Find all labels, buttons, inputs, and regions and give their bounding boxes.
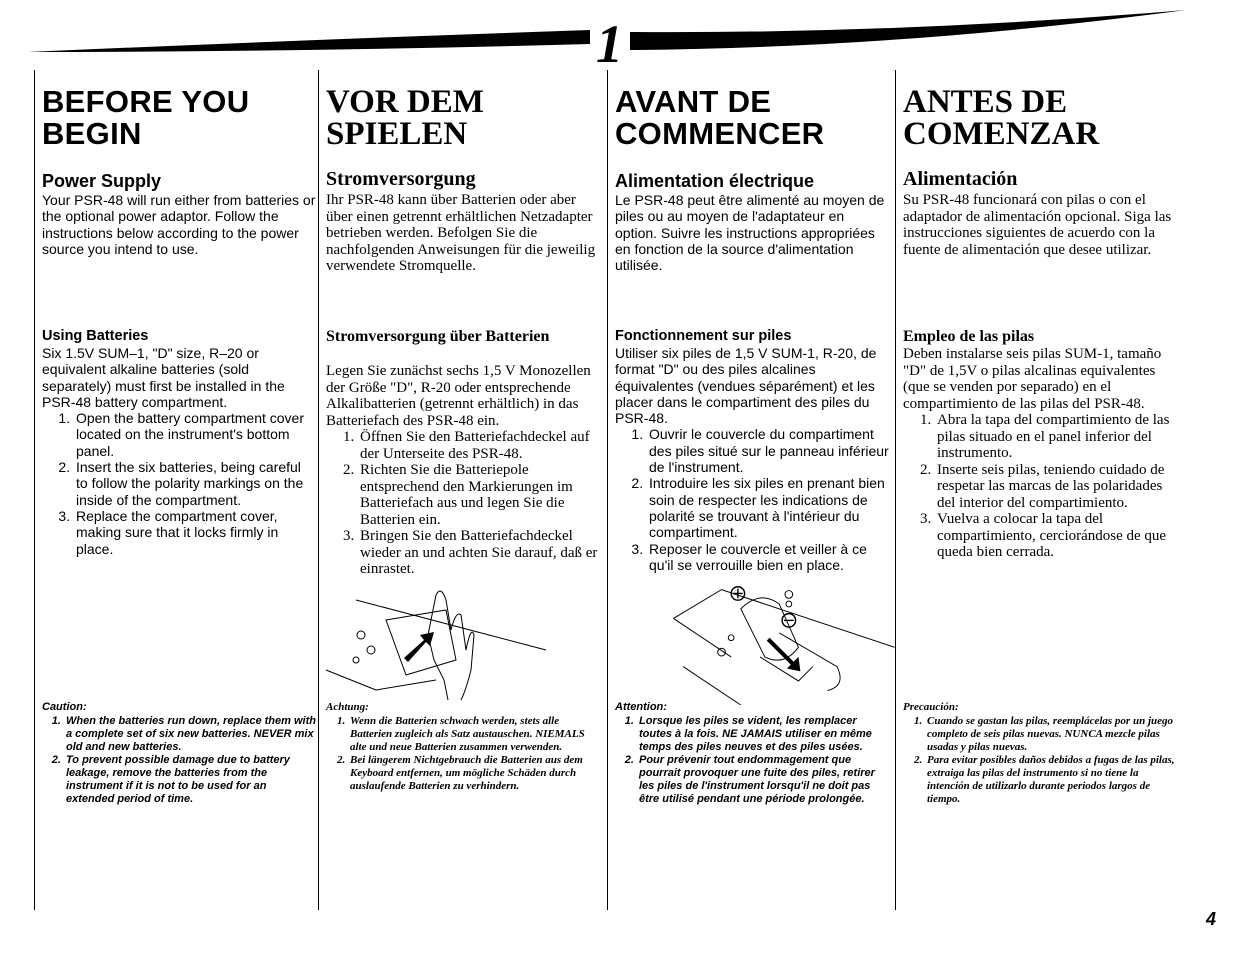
subsection-text: Legen Sie zunächst sechs 1,5 V Monozellen der Größe "D", R-20 oder entsprechende Alkalibatterien (getrennt erhältlich) in das Batteriefach des PSR-48 ein. [326,363,591,429]
caution-item: 1. When the batteries run down, replace them with a complete set of six new batteries. NEVER mix old and new batteries. [64,715,316,754]
column-title: BEFORE YOU BEGIN [42,84,250,151]
caution-item: 1. Wenn die Batterien schwach werden, stets alle Batterien zugleich als Satz austauschen. NIEMALS alte und neue Batterien zusammen verwenden. [348,715,601,754]
steps-list [326,429,601,578]
caution-item: 1. Lorsque les piles se vident, les remplacer toutes à la fois. NE JAMAIS utiliser en même temps des piles neuves et des piles usées. [637,715,890,754]
section-text: Your PSR-48 will run either from batteries or the optional power adaptor. Follow the instructions below according to the power source you intend to use. [42,192,316,257]
chapter-number: 1 [596,14,623,74]
subsection-text: Utiliser six piles de 1,5 V SUM-1, R-20, de format "D" ou des piles alcalines équivalentes (vendues séparément) et les placer dans le compartiment des piles du PSR-48. [615,345,877,427]
column-spanish [895,70,1185,910]
caution-box [615,701,890,806]
subsection-body [42,345,316,557]
subsection-body [903,346,1179,561]
caution-item: 2. Bei längerem Nichtgebrauch die Batterien aus dem Keyboard entfernen, um mögliche Schäden durch auslaufende Batterien zu verhindern. [348,754,601,793]
section-title: Alimentación [903,168,1018,190]
caution-title: Attention: [615,701,667,713]
subsection-body [615,345,890,573]
step-item: 3. Vuelva a colocar la tapa del compartimiento, cerciorándose de que queda bien cerrada. [935,511,1179,561]
caution-title: Precaución: [903,701,959,713]
step-item: 1. Öffnen Sie den Batteriefachdeckel auf der Unterseite des PSR-48. [358,429,601,462]
column-german [318,70,607,910]
step-item: 1. Open the battery compartment cover located on the instrument's bottom panel. [74,410,316,459]
section-text: Su PSR-48 funcionará con pilas o con el adaptador de alimentación opcional. Siga las instrucciones siguientes de acuerdo con la fuente de alimentación que desee utilizar. [903,192,1172,258]
caution-item: 2. To prevent possible damage due to battery leakage, remove the batteries from the instrument if it is not to be used for an extended period of time. [64,754,316,806]
step-item: 1. Ouvrir le couvercle du compartiment des piles situé sur le panneau inférieur de l'instrument. [647,426,890,475]
caution-title: Caution: [42,701,87,713]
steps-list [615,426,890,573]
column-title: VOR DEM SPIELEN [326,84,484,152]
steps-list [42,410,316,557]
caution-list [42,715,316,806]
chapter-banner [0,0,1244,80]
plus-icon [731,587,744,600]
steps-list [903,412,1179,561]
step-item: 1. Abra la tapa del compartimiento de las pilas situado en el panel inferior del instrumento. [935,412,1179,462]
subsection-title: Stromversorgung über Batterien [326,328,550,345]
caution-list [903,715,1179,806]
caution-box [42,701,316,806]
column-title: ANTES DE COMENZAR [903,84,1100,152]
column-title: AVANT DE COMMENCER [615,84,825,151]
section-text: Ihr PSR-48 kann über Batterien oder aber über einen getrennt erhältlichen Netzadapter betrieben werden. Befolgen Sie die nachfolgenden Anweisungen für die jeweilig verwendete Stromquelle. [326,192,596,274]
caution-title: Achtung: [326,701,369,713]
column-french [607,70,896,910]
step-item: 3. Reposer le couvercle et veiller à ce qu'il se verrouille bien en place. [647,541,890,574]
step-item: 2. Inserte seis pilas, teniendo cuidado de respetar las marcas de las polaridades del interior del compartimiento. [935,462,1179,512]
subsection-text: Deben instalarse seis pilas SUM-1, tamaño "D" de 1,5V o pilas alcalinas equivalentes (que se venden por separado) en el compartimiento de las pilas del PSR-48. [903,346,1162,412]
banner-stroke-left [28,30,590,52]
step-item: 2. Introduire les six piles en prenant bien soin de respecter les indications de polarité se trouvant à l'intérieur du compartiment. [647,475,890,540]
column-english [34,70,322,910]
battery-insert-illustration [615,580,905,705]
section-title: Stromversorgung [326,168,476,190]
step-item: 3. Bringen Sie den Batteriefachdeckel wieder an und achten Sie darauf, daß er einrastet. [358,528,601,578]
subsection-title: Fonctionnement sur piles [615,328,792,344]
subsection-title: Empleo de las pilas [903,328,1035,345]
section-title: Alimentation électrique [615,171,815,191]
page-number: 4 [1205,909,1216,929]
caution-item: 1. Cuando se gastan las pilas, reemplácelas por un juego completo de seis pilas nuevas. NUNCA mezcle pilas usadas y pilas nuevas. [925,715,1179,754]
battery-cover-illustration [316,580,596,700]
step-item: 3. Replace the compartment cover, making sure that it locks firmly in place. [74,508,316,557]
section-title: Power Supply [42,171,162,191]
caution-list [326,715,601,793]
caution-item: 2. Pour prévenir tout endommagement que pourrait provoquer une fuite des piles, retirer les piles de l'instrument lorsqu'il ne doit pas être utilisé pendant une période prolongée. [637,754,890,806]
caution-box [326,701,601,793]
caution-box [903,701,1179,806]
banner-stroke-right [630,10,1186,50]
step-item: 2. Insert the six batteries, being careful to follow the polarity markings on the inside of the compartment. [74,459,316,508]
arrow-icon [404,632,434,662]
section-text: Le PSR-48 peut être alimenté au moyen de piles ou au moyen de l'adaptateur en option. Suivre les instructions appropriées en fonction de la source d'alimentation utilisée. [615,192,885,274]
step-item: 2. Richten Sie die Batteriepole entsprechend den Markierungen im Batteriefach aus und legen Sie die Batterien ein. [358,462,601,528]
subsection-title: Using Batteries [42,328,149,344]
subsection-text: Six 1.5V SUM–1, "D" size, R–20 or equivalent alkaline batteries (sold separately) must first be installed in the PSR-48 battery compartment. [42,345,285,410]
caution-item: 2. Para evitar posibles daños debidos a fugas de las pilas, extraiga las pilas del instrumento si no tiene la intención de utilizarlo durante periodos largos de tiempo. [925,754,1179,806]
subsection-body [326,363,601,578]
caution-list [615,715,890,806]
